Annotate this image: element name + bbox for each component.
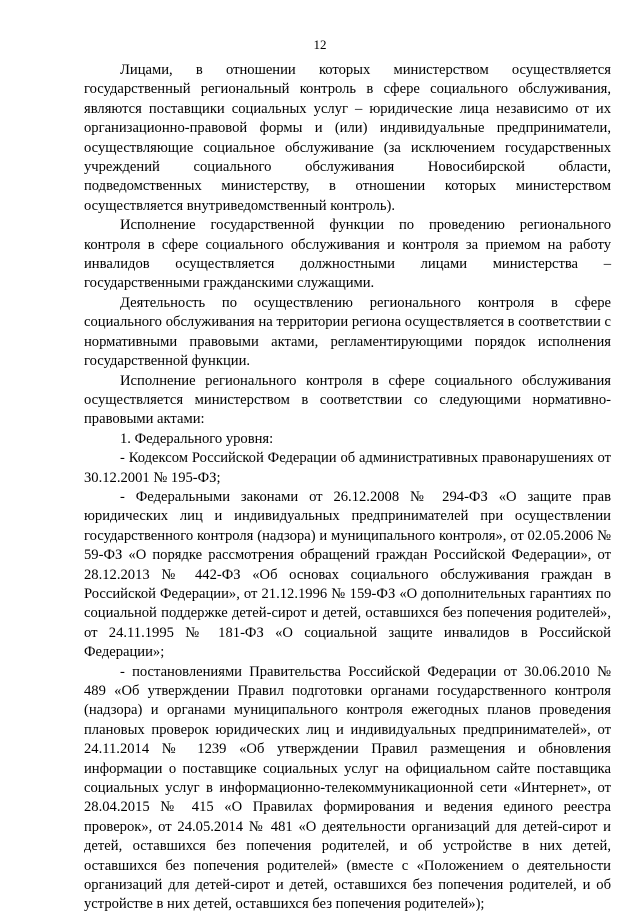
paragraph-control-activity: Деятельность по осуществлению регионального контроля в сфере социального обслуживания на территории региона осуществляется в соответствии с нормативными правовыми актами, регламентирующими порядок исполнения государственной функции.	[84, 294, 611, 370]
paragraph-controlled-persons: Лицами, в отношении которых министерством осуществляется государственный региональный контроль в сфере социального обслуживания, являются поставщики социальных услуг – юридические лица независимо от их организационно-правовой формы и (или) индивидуальные предприниматели, осуществляющие социальное обслуживание (за исключением государственных учреждений социального обслуживания Новосибирской области, подведомственных министерству, в отношении которых министерством осуществляется внутриведомственный контроль).	[84, 62, 611, 214]
page-number: 12	[313, 37, 327, 52]
paragraph-administrative-code: - Кодексом Российской Федерации об административных правонарушениях от 30.12.2001 № 195-ФЗ;	[84, 450, 611, 486]
paragraph-federal-level: 1. Федерального уровня:	[120, 430, 274, 447]
paragraph-federal-laws: - Федеральными законами от 26.12.2008 № 294-ФЗ «О защите прав юридических лиц и индивидуальных предпринимателей при осуществлении государственного контроля (надзора) и муниципального контроля», от 02.05.2006 № 59-ФЗ «О порядке рассмотрения обращений граждан Российской Федерации», от 28.12.2013 № 442-ФЗ «Об основах социального обслуживания граждан в Российской Федерации», от 21.12.1996 № 159-ФЗ «О дополнительных гарантиях по социальной поддержке детей-сирот и детей, оставшихся без попечения родителей», от 24.11.1995 № 181-ФЗ «О социальной защите инвалидов в Российской Федерации»;	[84, 488, 611, 661]
paragraph-government-resolutions: - постановлениями Правительства Российской Федерации от 30.06.2010 № 489 «Об утверждении Правил подготовки органами государственного контроля (надзора) и органами муниципального контроля ежегодных планов проведения плановых проверок юридических лиц и индивидуальных предпринимателей», от 24.11.2014 № 1239 «Об утверждении Правил размещения и обновления информации о поставщике социальных услуг на официальном сайте поставщика социальных услуг в информационно-телекоммуникационной сети «Интернет», от 28.04.2015 № 415 «О Правилах формирования и ведения единого реестра проверок», от 24.05.2014 № 481 «О деятельности организаций для детей-сирот и детей, оставшихся без попечения родителей, и об устройстве в них детей, оставшихся без попечения родителей» (вместе с «Положением о деятельности организаций для детей-сирот и детей, оставшихся без попечения родителей, и об устройстве в них детей, оставшихся без попечения родителей»);	[84, 663, 611, 913]
document-body	[84, 61, 611, 915]
paragraph-legal-acts-intro: Исполнение регионального контроля в сфере социального обслуживания осуществляется министерством в соответствии со следующими нормативно-правовыми актами:	[84, 372, 611, 428]
paragraph-function-execution: Исполнение государственной функции по проведению регионального контроля в сфере социального обслуживания и контроля за приемом на работу инвалидов осуществляется должностными лицами министерства – государственными гражданскими служащими.	[84, 217, 611, 292]
